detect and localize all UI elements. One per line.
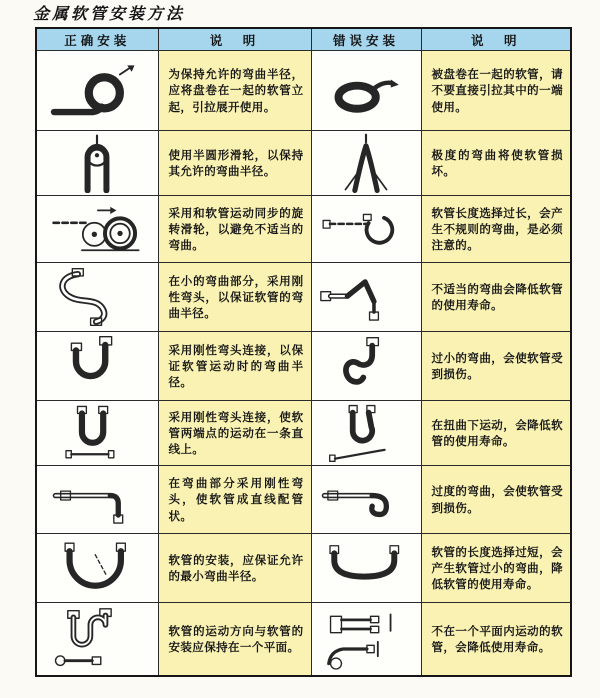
wrong-desc-cell: 软管长度选择过长，会产生不规则的弯曲，是必须注意的。	[421, 196, 571, 263]
wrong-desc-cell: 在扭曲下运动，会降低软管的使用寿命。	[421, 401, 571, 466]
too-small-bend-figure	[316, 335, 416, 397]
upright-coil-hose-figure	[41, 59, 153, 123]
table-row	[36, 263, 571, 332]
correct-desc-cell: 使用半圆形滑轮，以保持其允许的弯曲半径。	[158, 131, 311, 196]
minimum-bend-radius-u-figure	[41, 537, 153, 599]
header-correct-install: 正确安装	[36, 28, 158, 51]
table-row	[36, 51, 571, 131]
correct-desc-cell: 采用和软管运动同步的旋转滑轮，以避免不适当的弯曲。	[158, 196, 311, 263]
improper-bend-figure	[316, 266, 416, 328]
twisted-u-hose-figure	[316, 402, 416, 464]
wrong-desc-cell: 软管的长度选择过短，会产生软管过小的弯曲，降低软管的使用寿命。	[421, 534, 571, 603]
table-row	[36, 466, 571, 534]
extreme-bend-hose-figure	[316, 133, 416, 193]
correct-desc-cell: 在弯曲部分采用刚性弯头，使软管成直线配管状。	[158, 466, 311, 534]
wrong-desc-cell: 不适当的弯曲会降低软管的使用寿命。	[421, 263, 571, 332]
wrong-figure-cell	[311, 196, 421, 263]
page-title: 金属软管安装方法	[33, 4, 186, 23]
table-row	[36, 534, 571, 603]
table-row	[36, 196, 571, 263]
correct-desc-cell: 采用刚性弯头连接，以保证软管运动时的弯曲半径。	[158, 332, 311, 401]
correct-desc-cell: 采用刚性弯头连接，使软管两端点的运动在一条直线上。	[158, 401, 311, 466]
table-row	[36, 332, 571, 401]
too-short-hose-figure	[316, 538, 416, 598]
correct-desc-cell: 软管的运动方向与软管的安装应保持在一个平面。	[158, 603, 311, 676]
table-row	[36, 401, 571, 466]
table-row	[36, 603, 571, 676]
correct-desc-cell: 软管的安装，应保证允许的最小弯曲半径。	[158, 534, 311, 603]
wrong-figure-cell	[311, 332, 421, 401]
correct-desc-cell: 为保持允许的弯曲半径，应将盘卷在一起的软管立起，引拉展开使用。	[158, 51, 311, 131]
wrong-figure-cell	[311, 401, 421, 466]
installation-methods-table	[35, 27, 572, 677]
correct-desc-cell: 在小的弯曲部分，采用刚性弯头，以保证软管的弯曲半径。	[158, 263, 311, 332]
correct-figure-cell	[36, 603, 158, 676]
wrong-figure-cell	[311, 131, 421, 196]
correct-figure-cell	[36, 263, 158, 332]
header-row	[36, 28, 571, 51]
correct-figure-cell	[36, 534, 158, 603]
flat-coil-pull-hose-figure	[316, 60, 416, 122]
wrong-desc-cell: 极度的弯曲将使软管损坏。	[421, 131, 571, 196]
overlong-hose-loop-figure	[316, 199, 416, 259]
rigid-elbow-connection-figure	[41, 334, 153, 398]
correct-figure-cell	[36, 131, 158, 196]
wrong-figure-cell	[311, 534, 421, 603]
wrong-desc-cell: 过度的弯曲，会使软管受到损伤。	[421, 466, 571, 534]
wrong-figure-cell	[311, 51, 421, 131]
correct-figure-cell	[36, 401, 158, 466]
header-wrong-description: 说 明	[421, 28, 571, 51]
straight-piping-elbow-figure	[41, 469, 153, 531]
wrong-desc-cell: 不在一个平面内运动的软管，会降低使用寿命。	[421, 603, 571, 676]
header-wrong-install: 错误安装	[311, 28, 421, 51]
out-of-plane-motion-figure	[316, 606, 416, 672]
correct-figure-cell	[36, 332, 158, 401]
wrong-figure-cell	[311, 603, 421, 676]
correct-figure-cell	[36, 466, 158, 534]
wrong-figure-cell	[311, 466, 421, 534]
header-correct-description: 说 明	[158, 28, 311, 51]
wrong-desc-cell: 被盘卷在一起的软管，请不要直接引拉其中的一端使用。	[421, 51, 571, 131]
overbent-elbow-figure	[316, 469, 416, 531]
synchronized-rotating-pulleys-figure	[41, 198, 153, 260]
wrong-desc-cell: 过小的弯曲，会使软管受到损伤。	[421, 332, 571, 401]
same-plane-motion-figure	[41, 606, 153, 672]
table-row	[36, 131, 571, 196]
wrong-figure-cell	[311, 263, 421, 332]
semicircular-pulley-hose-figure	[41, 133, 153, 193]
correct-figure-cell	[36, 51, 158, 131]
inline-motion-u-hose-figure	[41, 402, 153, 464]
rigid-elbow-small-bend-figure	[41, 265, 153, 329]
correct-figure-cell	[36, 196, 158, 263]
